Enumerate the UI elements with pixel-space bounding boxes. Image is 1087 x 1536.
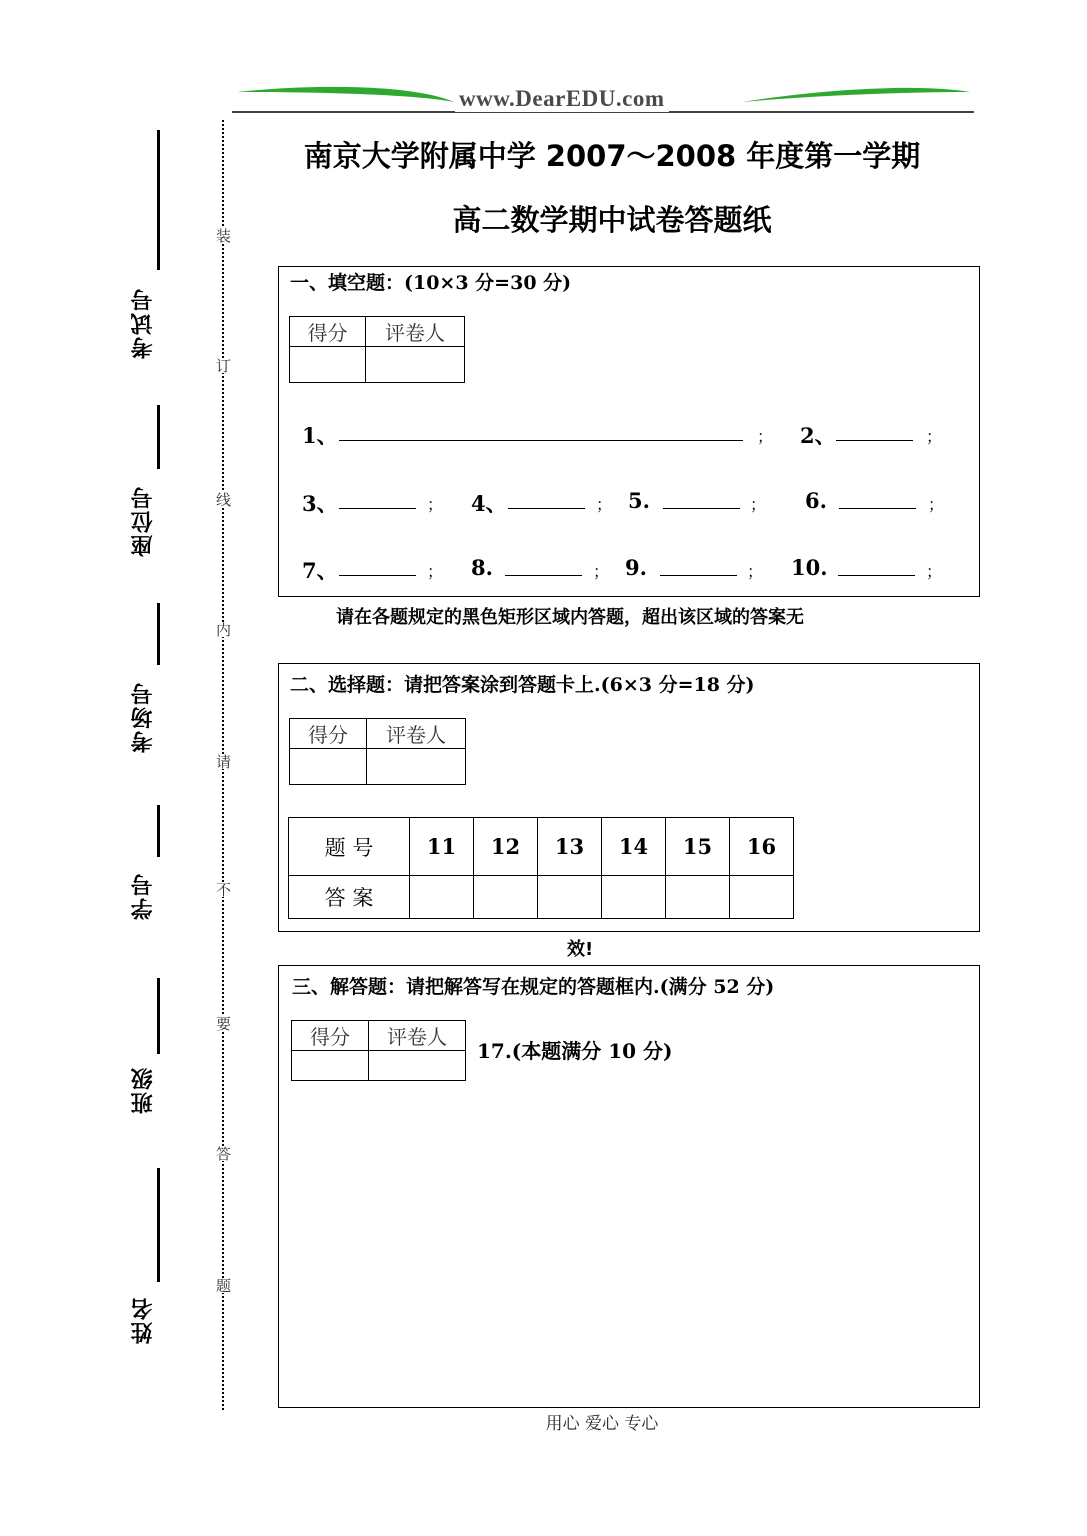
exam-room-line [157,603,160,665]
name-label: 姓名 [131,1296,156,1344]
exam-number-label: 考试号 [131,287,156,359]
blank-2-label: 2、 [800,423,836,448]
score-cell[interactable] [292,1051,369,1081]
blank-2-line[interactable] [836,440,913,441]
binding-char: 不 [214,882,232,897]
separator: ； [757,427,774,446]
separator: ； [750,495,767,514]
blank-7-line[interactable] [339,575,416,576]
blank-10-label: 10. [791,555,828,580]
answer-cell-12[interactable] [474,876,538,919]
question-number-header: 题 号 [289,818,410,876]
blank-9-line[interactable] [660,575,737,576]
blank-8-label: 8. [471,555,493,580]
section1-score-table [289,316,465,383]
grader-header: 评卷人 [369,1021,466,1051]
separator: ； [747,562,764,581]
question-number: 16 [730,818,794,876]
class-label: 班级 [131,1066,156,1114]
section2-score-table [289,718,466,785]
answer-cell-11[interactable] [410,876,474,919]
binding-char: 要 [214,1016,232,1031]
question-number: 14 [602,818,666,876]
score-cell[interactable] [290,749,367,785]
section3-score-table [291,1020,466,1081]
question-number: 11 [410,818,474,876]
binding-char: 请 [214,754,232,769]
blank-7-label: 7、 [302,558,338,583]
blank-10-line[interactable] [838,575,915,576]
blank-6-line[interactable] [839,508,916,509]
separator: ； [427,495,444,514]
blank-1-label: 1、 [302,423,338,448]
page-title: 南京大学附属中学 2007～2008 年度第一学期 [303,139,921,173]
answer-cell-15[interactable] [666,876,730,919]
answer-cell-16[interactable] [730,876,794,919]
score-cell[interactable] [290,347,366,383]
class-line [157,978,160,1054]
blank-9-label: 9. [625,555,647,580]
question-number: 15 [666,818,730,876]
section2-title: 二、选择题：请把答案涂到答题卡上.(6×3 分=18 分) [290,674,755,696]
binding-char: 装 [214,228,232,243]
blank-8-line[interactable] [505,575,582,576]
site-logo-text: www.DearEDU.com [455,86,669,112]
grader-header: 评卷人 [366,317,465,347]
section1-title: 一、填空题：(10×3 分=30 分) [290,272,572,294]
grader-header: 评卷人 [367,719,466,749]
exam-room-label: 考场号 [131,681,156,753]
section3-title: 三、解答题：请把解答写在规定的答题框内.(满分 52 分) [292,976,775,998]
grader-cell[interactable] [369,1051,466,1081]
blank-5-line[interactable] [663,508,740,509]
grader-cell[interactable] [367,749,466,785]
notice-line-1: 请在各题规定的黑色矩形区域内答题，超出该区域的答案无 [336,607,804,628]
separator: ； [926,562,943,581]
blank-3-label: 3、 [302,491,338,516]
choice-answer-table [288,817,794,919]
blank-1-line[interactable] [339,440,743,441]
binding-char: 题 [214,1278,232,1293]
separator: ； [596,495,613,514]
page-subtitle: 高二数学期中试卷答题纸 [452,203,772,237]
student-id-line [157,805,160,857]
grader-cell[interactable] [366,347,465,383]
seat-number-line [157,405,160,469]
binding-char: 订 [214,358,232,373]
score-header: 得分 [290,719,367,749]
seat-number-label: 座位号 [131,485,156,557]
blank-3-line[interactable] [339,508,416,509]
student-id-label: 学号 [131,872,156,920]
blank-4-line[interactable] [508,508,585,509]
separator: ； [427,562,444,581]
binding-char: 线 [214,492,232,507]
notice-line-2: 效! [567,939,594,960]
score-header: 得分 [290,317,366,347]
blank-4-label: 4、 [471,491,507,516]
name-line [157,1168,160,1282]
question-17-title: 17.(本题满分 10 分) [477,1039,673,1063]
question-number: 12 [474,818,538,876]
score-header: 得分 [292,1021,369,1051]
blank-6-label: 6. [805,488,827,513]
separator: ； [593,562,610,581]
separator: ； [928,495,945,514]
question-number: 13 [538,818,602,876]
exam-number-line [157,130,160,270]
separator: ； [926,427,943,446]
binding-char: 内 [214,622,232,637]
answer-cell-14[interactable] [602,876,666,919]
answer-header: 答 案 [289,876,410,919]
blank-5-label: 5. [628,488,650,513]
binding-char: 答 [214,1146,232,1161]
footer-slogan: 用心 爱心 专心 [545,1414,659,1434]
answer-cell-13[interactable] [538,876,602,919]
